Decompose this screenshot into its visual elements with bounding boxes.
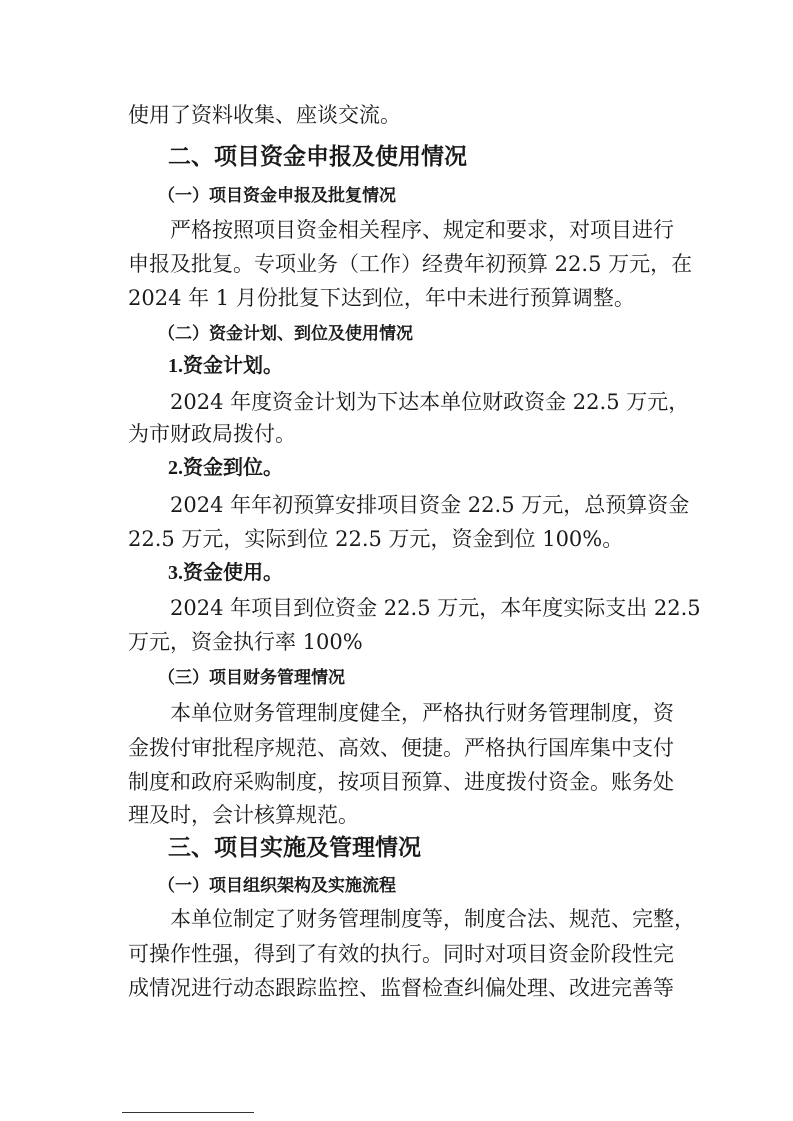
subsection-heading-1: （一）项目资金申报及批复情况 — [158, 186, 396, 206]
item-heading-2: 2.资金到位。 — [168, 457, 283, 479]
section-heading-3: 三、项目实施及管理情况 — [168, 835, 421, 861]
paragraph-line: 可操作性强，得到了有效的执行。同时对项目资金阶段性完 — [128, 942, 674, 966]
paragraph-line: 金拨付审批程序规范、高效、便捷。严格执行国库集中支付 — [128, 736, 674, 760]
paragraph-line: 2024 年度资金计划为下达本单位财政资金 22.5 万元， — [170, 390, 690, 414]
item-heading-3: 3.资金使用。 — [168, 562, 283, 584]
paragraph-line: 2024 年 1 月份批复下达到位，年中未进行预算调整。 — [128, 286, 635, 310]
paragraph-line: 为市财政局拨付。 — [128, 422, 296, 446]
paragraph-line: 本单位制定了财务管理制度等，制度合法、规范、完整， — [170, 907, 695, 931]
paragraph-line: 本单位财务管理制度健全，严格执行财务管理制度，资 — [170, 701, 674, 725]
item-heading-1: 1.资金计划。 — [168, 355, 283, 377]
paragraph-line: 理及时，会计核算规范。 — [128, 803, 359, 827]
paragraph-line: 严格按照项目资金相关程序、规定和要求，对项目进行 — [170, 218, 674, 242]
subsection-heading-4: （一）项目组织架构及实施流程 — [158, 876, 396, 896]
paragraph-line: 制度和政府采购制度，按项目预算、进度拨付资金。账务处 — [128, 770, 674, 794]
paragraph-line: 使用了资料收集、座谈交流。 — [128, 103, 401, 127]
paragraph-line: 成情况进行动态跟踪监控、监督检查纠偏处理、改进完善等 — [128, 976, 674, 1000]
paragraph-line: 2024 年年初预算安排项目资金 22.5 万元，总预算资金 — [170, 493, 690, 517]
paragraph-line: 22.5 万元，实际到位 22.5 万元，资金到位 100%。 — [128, 527, 624, 551]
section-heading-2: 二、项目资金申报及使用情况 — [168, 144, 467, 170]
subsection-heading-3: （三）项目财务管理情况 — [158, 668, 345, 688]
subsection-heading-2: （二）资金计划、到位及使用情况 — [158, 324, 413, 344]
paragraph-line: 万元，资金执行率 100% — [128, 630, 363, 654]
paragraph-line: 2024 年项目到位资金 22.5 万元，本年度实际支出 22.5 — [170, 596, 701, 620]
footer-divider — [122, 1112, 254, 1113]
paragraph-line: 申报及批复。专项业务（工作）经费年初预算 22.5 万元，在 — [128, 252, 693, 276]
